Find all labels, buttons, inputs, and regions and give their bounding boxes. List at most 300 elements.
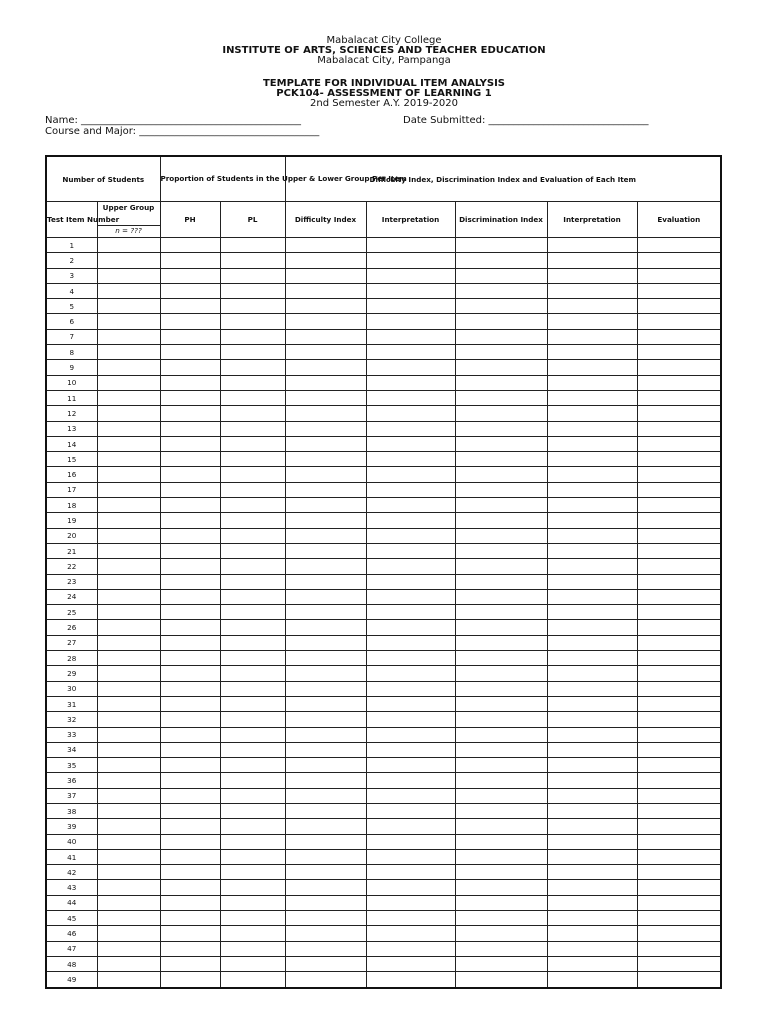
pl-cell[interactable] <box>220 819 285 834</box>
evaluation-cell[interactable] <box>637 834 721 849</box>
upper-group-cell[interactable] <box>97 666 160 681</box>
interpretation-cell[interactable] <box>366 421 455 436</box>
discrimination-index-cell[interactable] <box>455 758 547 773</box>
upper-group-cell[interactable] <box>97 452 160 467</box>
pl-cell[interactable] <box>220 727 285 742</box>
evaluation-cell[interactable] <box>637 849 721 864</box>
interpretation-cell[interactable] <box>547 605 637 620</box>
interpretation-cell[interactable] <box>547 253 637 268</box>
pl-cell[interactable] <box>220 834 285 849</box>
ph-cell[interactable] <box>160 712 220 727</box>
upper-group-cell[interactable] <box>97 528 160 543</box>
evaluation-cell[interactable] <box>637 880 721 895</box>
interpretation-cell[interactable] <box>547 880 637 895</box>
difficulty-index-cell[interactable] <box>285 314 366 329</box>
pl-cell[interactable] <box>220 482 285 497</box>
evaluation-cell[interactable] <box>637 528 721 543</box>
interpretation-cell[interactable] <box>547 559 637 574</box>
difficulty-index-cell[interactable] <box>285 758 366 773</box>
difficulty-index-cell[interactable] <box>285 926 366 941</box>
discrimination-index-cell[interactable] <box>455 681 547 696</box>
pl-cell[interactable] <box>220 681 285 696</box>
ph-cell[interactable] <box>160 390 220 405</box>
ph-cell[interactable] <box>160 788 220 803</box>
interpretation-cell[interactable] <box>366 498 455 513</box>
pl-cell[interactable] <box>220 880 285 895</box>
discrimination-index-cell[interactable] <box>455 436 547 451</box>
interpretation-cell[interactable] <box>366 543 455 558</box>
difficulty-index-cell[interactable] <box>285 406 366 421</box>
pl-cell[interactable] <box>220 559 285 574</box>
upper-group-cell[interactable] <box>97 758 160 773</box>
interpretation-cell[interactable] <box>366 467 455 482</box>
ph-cell[interactable] <box>160 543 220 558</box>
evaluation-cell[interactable] <box>637 742 721 757</box>
upper-group-cell[interactable] <box>97 849 160 864</box>
discrimination-index-cell[interactable] <box>455 666 547 681</box>
interpretation-cell[interactable] <box>547 543 637 558</box>
evaluation-cell[interactable] <box>637 712 721 727</box>
upper-group-cell[interactable] <box>97 482 160 497</box>
ph-cell[interactable] <box>160 589 220 604</box>
pl-cell[interactable] <box>220 895 285 910</box>
upper-group-cell[interactable] <box>97 329 160 344</box>
ph-cell[interactable] <box>160 360 220 375</box>
evaluation-cell[interactable] <box>637 620 721 635</box>
upper-group-cell[interactable] <box>97 605 160 620</box>
difficulty-index-cell[interactable] <box>285 727 366 742</box>
ph-cell[interactable] <box>160 620 220 635</box>
pl-cell[interactable] <box>220 283 285 298</box>
discrimination-index-cell[interactable] <box>455 406 547 421</box>
pl-cell[interactable] <box>220 513 285 528</box>
ph-cell[interactable] <box>160 742 220 757</box>
discrimination-index-cell[interactable] <box>455 865 547 880</box>
upper-group-cell[interactable] <box>97 543 160 558</box>
interpretation-cell[interactable] <box>366 574 455 589</box>
difficulty-index-cell[interactable] <box>285 911 366 926</box>
upper-group-cell[interactable] <box>97 681 160 696</box>
evaluation-cell[interactable] <box>637 635 721 650</box>
upper-group-cell[interactable] <box>97 727 160 742</box>
discrimination-index-cell[interactable] <box>455 895 547 910</box>
pl-cell[interactable] <box>220 574 285 589</box>
evaluation-cell[interactable] <box>637 345 721 360</box>
interpretation-cell[interactable] <box>547 436 637 451</box>
ph-cell[interactable] <box>160 605 220 620</box>
difficulty-index-cell[interactable] <box>285 421 366 436</box>
interpretation-cell[interactable] <box>547 498 637 513</box>
ph-cell[interactable] <box>160 865 220 880</box>
evaluation-cell[interactable] <box>637 436 721 451</box>
difficulty-index-cell[interactable] <box>285 299 366 314</box>
interpretation-cell[interactable] <box>547 574 637 589</box>
interpretation-cell[interactable] <box>366 895 455 910</box>
ph-cell[interactable] <box>160 421 220 436</box>
difficulty-index-cell[interactable] <box>285 849 366 864</box>
discrimination-index-cell[interactable] <box>455 849 547 864</box>
evaluation-cell[interactable] <box>637 926 721 941</box>
difficulty-index-cell[interactable] <box>285 956 366 971</box>
interpretation-cell[interactable] <box>366 283 455 298</box>
pl-cell[interactable] <box>220 926 285 941</box>
evaluation-cell[interactable] <box>637 972 721 988</box>
pl-cell[interactable] <box>220 238 285 253</box>
pl-cell[interactable] <box>220 712 285 727</box>
interpretation-cell[interactable] <box>366 268 455 283</box>
ph-cell[interactable] <box>160 911 220 926</box>
interpretation-cell[interactable] <box>366 865 455 880</box>
interpretation-cell[interactable] <box>366 314 455 329</box>
pl-cell[interactable] <box>220 803 285 818</box>
interpretation-cell[interactable] <box>547 360 637 375</box>
interpretation-cell[interactable] <box>366 589 455 604</box>
ph-cell[interactable] <box>160 467 220 482</box>
discrimination-index-cell[interactable] <box>455 620 547 635</box>
interpretation-cell[interactable] <box>547 865 637 880</box>
interpretation-cell[interactable] <box>547 803 637 818</box>
pl-cell[interactable] <box>220 956 285 971</box>
interpretation-cell[interactable] <box>547 941 637 956</box>
ph-cell[interactable] <box>160 758 220 773</box>
discrimination-index-cell[interactable] <box>455 452 547 467</box>
evaluation-cell[interactable] <box>637 727 721 742</box>
discrimination-index-cell[interactable] <box>455 972 547 988</box>
pl-cell[interactable] <box>220 941 285 956</box>
pl-cell[interactable] <box>220 467 285 482</box>
difficulty-index-cell[interactable] <box>285 651 366 666</box>
upper-group-cell[interactable] <box>97 436 160 451</box>
difficulty-index-cell[interactable] <box>285 498 366 513</box>
discrimination-index-cell[interactable] <box>455 467 547 482</box>
pl-cell[interactable] <box>220 696 285 711</box>
evaluation-cell[interactable] <box>637 390 721 405</box>
upper-group-cell[interactable] <box>97 941 160 956</box>
evaluation-cell[interactable] <box>637 589 721 604</box>
interpretation-cell[interactable] <box>366 727 455 742</box>
difficulty-index-cell[interactable] <box>285 819 366 834</box>
difficulty-index-cell[interactable] <box>285 972 366 988</box>
interpretation-cell[interactable] <box>366 956 455 971</box>
difficulty-index-cell[interactable] <box>285 880 366 895</box>
date-submitted-field[interactable]: Date Submitted: ________________________________ <box>403 115 649 126</box>
discrimination-index-cell[interactable] <box>455 329 547 344</box>
difficulty-index-cell[interactable] <box>285 513 366 528</box>
difficulty-index-cell[interactable] <box>285 283 366 298</box>
upper-group-cell[interactable] <box>97 360 160 375</box>
ph-cell[interactable] <box>160 926 220 941</box>
discrimination-index-cell[interactable] <box>455 651 547 666</box>
ph-cell[interactable] <box>160 849 220 864</box>
pl-cell[interactable] <box>220 972 285 988</box>
name-field[interactable]: Name: ____________________________________________ <box>45 115 302 126</box>
upper-group-cell[interactable] <box>97 574 160 589</box>
difficulty-index-cell[interactable] <box>285 681 366 696</box>
difficulty-index-cell[interactable] <box>285 238 366 253</box>
difficulty-index-cell[interactable] <box>285 834 366 849</box>
pl-cell[interactable] <box>220 390 285 405</box>
upper-group-cell[interactable] <box>97 498 160 513</box>
upper-group-cell[interactable] <box>97 589 160 604</box>
evaluation-cell[interactable] <box>637 329 721 344</box>
pl-cell[interactable] <box>220 268 285 283</box>
difficulty-index-cell[interactable] <box>285 666 366 681</box>
interpretation-cell[interactable] <box>547 299 637 314</box>
pl-cell[interactable] <box>220 436 285 451</box>
interpretation-cell[interactable] <box>366 375 455 390</box>
evaluation-cell[interactable] <box>637 895 721 910</box>
upper-group-cell[interactable] <box>97 268 160 283</box>
interpretation-cell[interactable] <box>366 926 455 941</box>
evaluation-cell[interactable] <box>637 956 721 971</box>
interpretation-cell[interactable] <box>366 452 455 467</box>
upper-group-cell[interactable] <box>97 467 160 482</box>
interpretation-cell[interactable] <box>366 253 455 268</box>
interpretation-cell[interactable] <box>547 849 637 864</box>
discrimination-index-cell[interactable] <box>455 911 547 926</box>
interpretation-cell[interactable] <box>547 972 637 988</box>
evaluation-cell[interactable] <box>637 911 721 926</box>
evaluation-cell[interactable] <box>637 543 721 558</box>
interpretation-cell[interactable] <box>366 620 455 635</box>
interpretation-cell[interactable] <box>366 911 455 926</box>
upper-group-cell[interactable] <box>97 651 160 666</box>
ph-cell[interactable] <box>160 268 220 283</box>
ph-cell[interactable] <box>160 559 220 574</box>
interpretation-cell[interactable] <box>547 390 637 405</box>
discrimination-index-cell[interactable] <box>455 605 547 620</box>
ph-cell[interactable] <box>160 681 220 696</box>
difficulty-index-cell[interactable] <box>285 574 366 589</box>
difficulty-index-cell[interactable] <box>285 390 366 405</box>
pl-cell[interactable] <box>220 345 285 360</box>
interpretation-cell[interactable] <box>366 513 455 528</box>
discrimination-index-cell[interactable] <box>455 941 547 956</box>
ph-cell[interactable] <box>160 696 220 711</box>
interpretation-cell[interactable] <box>366 482 455 497</box>
interpretation-cell[interactable] <box>547 834 637 849</box>
interpretation-cell[interactable] <box>547 406 637 421</box>
ph-cell[interactable] <box>160 773 220 788</box>
interpretation-cell[interactable] <box>366 345 455 360</box>
evaluation-cell[interactable] <box>637 482 721 497</box>
pl-cell[interactable] <box>220 635 285 650</box>
interpretation-cell[interactable] <box>366 329 455 344</box>
discrimination-index-cell[interactable] <box>455 513 547 528</box>
interpretation-cell[interactable] <box>366 238 455 253</box>
interpretation-cell[interactable] <box>547 620 637 635</box>
pl-cell[interactable] <box>220 329 285 344</box>
evaluation-cell[interactable] <box>637 865 721 880</box>
upper-group-cell[interactable] <box>97 314 160 329</box>
ph-cell[interactable] <box>160 635 220 650</box>
evaluation-cell[interactable] <box>637 360 721 375</box>
difficulty-index-cell[interactable] <box>285 543 366 558</box>
discrimination-index-cell[interactable] <box>455 589 547 604</box>
discrimination-index-cell[interactable] <box>455 482 547 497</box>
ph-cell[interactable] <box>160 299 220 314</box>
pl-cell[interactable] <box>220 865 285 880</box>
ph-cell[interactable] <box>160 345 220 360</box>
interpretation-cell[interactable] <box>547 819 637 834</box>
upper-group-cell[interactable] <box>97 742 160 757</box>
evaluation-cell[interactable] <box>637 651 721 666</box>
upper-group-cell[interactable] <box>97 299 160 314</box>
discrimination-index-cell[interactable] <box>455 834 547 849</box>
pl-cell[interactable] <box>220 528 285 543</box>
interpretation-cell[interactable] <box>366 390 455 405</box>
interpretation-cell[interactable] <box>366 941 455 956</box>
evaluation-cell[interactable] <box>637 299 721 314</box>
interpretation-cell[interactable] <box>547 727 637 742</box>
difficulty-index-cell[interactable] <box>285 635 366 650</box>
evaluation-cell[interactable] <box>637 421 721 436</box>
evaluation-cell[interactable] <box>637 773 721 788</box>
discrimination-index-cell[interactable] <box>455 238 547 253</box>
discrimination-index-cell[interactable] <box>455 788 547 803</box>
discrimination-index-cell[interactable] <box>455 314 547 329</box>
upper-group-cell[interactable] <box>97 788 160 803</box>
pl-cell[interactable] <box>220 742 285 757</box>
ph-cell[interactable] <box>160 666 220 681</box>
upper-group-cell[interactable] <box>97 345 160 360</box>
difficulty-index-cell[interactable] <box>285 712 366 727</box>
ph-cell[interactable] <box>160 375 220 390</box>
upper-group-cell[interactable] <box>97 773 160 788</box>
difficulty-index-cell[interactable] <box>285 941 366 956</box>
difficulty-index-cell[interactable] <box>285 865 366 880</box>
pl-cell[interactable] <box>220 452 285 467</box>
interpretation-cell[interactable] <box>547 268 637 283</box>
interpretation-cell[interactable] <box>366 666 455 681</box>
ph-cell[interactable] <box>160 498 220 513</box>
discrimination-index-cell[interactable] <box>455 390 547 405</box>
discrimination-index-cell[interactable] <box>455 375 547 390</box>
ph-cell[interactable] <box>160 895 220 910</box>
interpretation-cell[interactable] <box>547 666 637 681</box>
upper-group-cell[interactable] <box>97 972 160 988</box>
ph-cell[interactable] <box>160 956 220 971</box>
interpretation-cell[interactable] <box>547 513 637 528</box>
discrimination-index-cell[interactable] <box>455 345 547 360</box>
interpretation-cell[interactable] <box>366 972 455 988</box>
interpretation-cell[interactable] <box>366 436 455 451</box>
evaluation-cell[interactable] <box>637 268 721 283</box>
difficulty-index-cell[interactable] <box>285 452 366 467</box>
pl-cell[interactable] <box>220 911 285 926</box>
difficulty-index-cell[interactable] <box>285 467 366 482</box>
ph-cell[interactable] <box>160 651 220 666</box>
evaluation-cell[interactable] <box>637 696 721 711</box>
interpretation-cell[interactable] <box>547 375 637 390</box>
interpretation-cell[interactable] <box>547 956 637 971</box>
interpretation-cell[interactable] <box>547 681 637 696</box>
pl-cell[interactable] <box>220 651 285 666</box>
evaluation-cell[interactable] <box>637 605 721 620</box>
evaluation-cell[interactable] <box>637 681 721 696</box>
pl-cell[interactable] <box>220 620 285 635</box>
ph-cell[interactable] <box>160 406 220 421</box>
ph-cell[interactable] <box>160 482 220 497</box>
interpretation-cell[interactable] <box>366 635 455 650</box>
ph-cell[interactable] <box>160 574 220 589</box>
ph-cell[interactable] <box>160 452 220 467</box>
pl-cell[interactable] <box>220 849 285 864</box>
interpretation-cell[interactable] <box>366 528 455 543</box>
evaluation-cell[interactable] <box>637 498 721 513</box>
evaluation-cell[interactable] <box>637 406 721 421</box>
interpretation-cell[interactable] <box>366 819 455 834</box>
interpretation-cell[interactable] <box>366 803 455 818</box>
interpretation-cell[interactable] <box>366 712 455 727</box>
interpretation-cell[interactable] <box>547 773 637 788</box>
interpretation-cell[interactable] <box>366 788 455 803</box>
interpretation-cell[interactable] <box>366 299 455 314</box>
pl-cell[interactable] <box>220 758 285 773</box>
evaluation-cell[interactable] <box>637 513 721 528</box>
interpretation-cell[interactable] <box>547 651 637 666</box>
interpretation-cell[interactable] <box>366 834 455 849</box>
evaluation-cell[interactable] <box>637 375 721 390</box>
discrimination-index-cell[interactable] <box>455 803 547 818</box>
pl-cell[interactable] <box>220 788 285 803</box>
upper-group-cell[interactable] <box>97 834 160 849</box>
upper-group-cell[interactable] <box>97 803 160 818</box>
ph-cell[interactable] <box>160 436 220 451</box>
interpretation-cell[interactable] <box>547 911 637 926</box>
ph-cell[interactable] <box>160 528 220 543</box>
evaluation-cell[interactable] <box>637 283 721 298</box>
difficulty-index-cell[interactable] <box>285 528 366 543</box>
discrimination-index-cell[interactable] <box>455 253 547 268</box>
upper-group-cell[interactable] <box>97 620 160 635</box>
interpretation-cell[interactable] <box>547 712 637 727</box>
discrimination-index-cell[interactable] <box>455 498 547 513</box>
upper-group-cell[interactable] <box>97 911 160 926</box>
interpretation-cell[interactable] <box>547 482 637 497</box>
difficulty-index-cell[interactable] <box>285 360 366 375</box>
difficulty-index-cell[interactable] <box>285 605 366 620</box>
interpretation-cell[interactable] <box>366 758 455 773</box>
discrimination-index-cell[interactable] <box>455 299 547 314</box>
interpretation-cell[interactable] <box>547 788 637 803</box>
discrimination-index-cell[interactable] <box>455 283 547 298</box>
discrimination-index-cell[interactable] <box>455 956 547 971</box>
pl-cell[interactable] <box>220 421 285 436</box>
ph-cell[interactable] <box>160 803 220 818</box>
discrimination-index-cell[interactable] <box>455 742 547 757</box>
interpretation-cell[interactable] <box>366 681 455 696</box>
upper-group-cell[interactable] <box>97 283 160 298</box>
upper-group-cell[interactable] <box>97 819 160 834</box>
interpretation-cell[interactable] <box>366 849 455 864</box>
course-major-field[interactable]: Course and Major: ____________________________________ <box>45 126 320 137</box>
interpretation-cell[interactable] <box>547 238 637 253</box>
upper-group-cell[interactable] <box>97 559 160 574</box>
pl-cell[interactable] <box>220 360 285 375</box>
upper-group-cell[interactable] <box>97 712 160 727</box>
pl-cell[interactable] <box>220 498 285 513</box>
interpretation-cell[interactable] <box>366 651 455 666</box>
interpretation-cell[interactable] <box>547 635 637 650</box>
interpretation-cell[interactable] <box>366 696 455 711</box>
ph-cell[interactable] <box>160 880 220 895</box>
pl-cell[interactable] <box>220 543 285 558</box>
evaluation-cell[interactable] <box>637 467 721 482</box>
discrimination-index-cell[interactable] <box>455 268 547 283</box>
interpretation-cell[interactable] <box>547 329 637 344</box>
difficulty-index-cell[interactable] <box>285 345 366 360</box>
